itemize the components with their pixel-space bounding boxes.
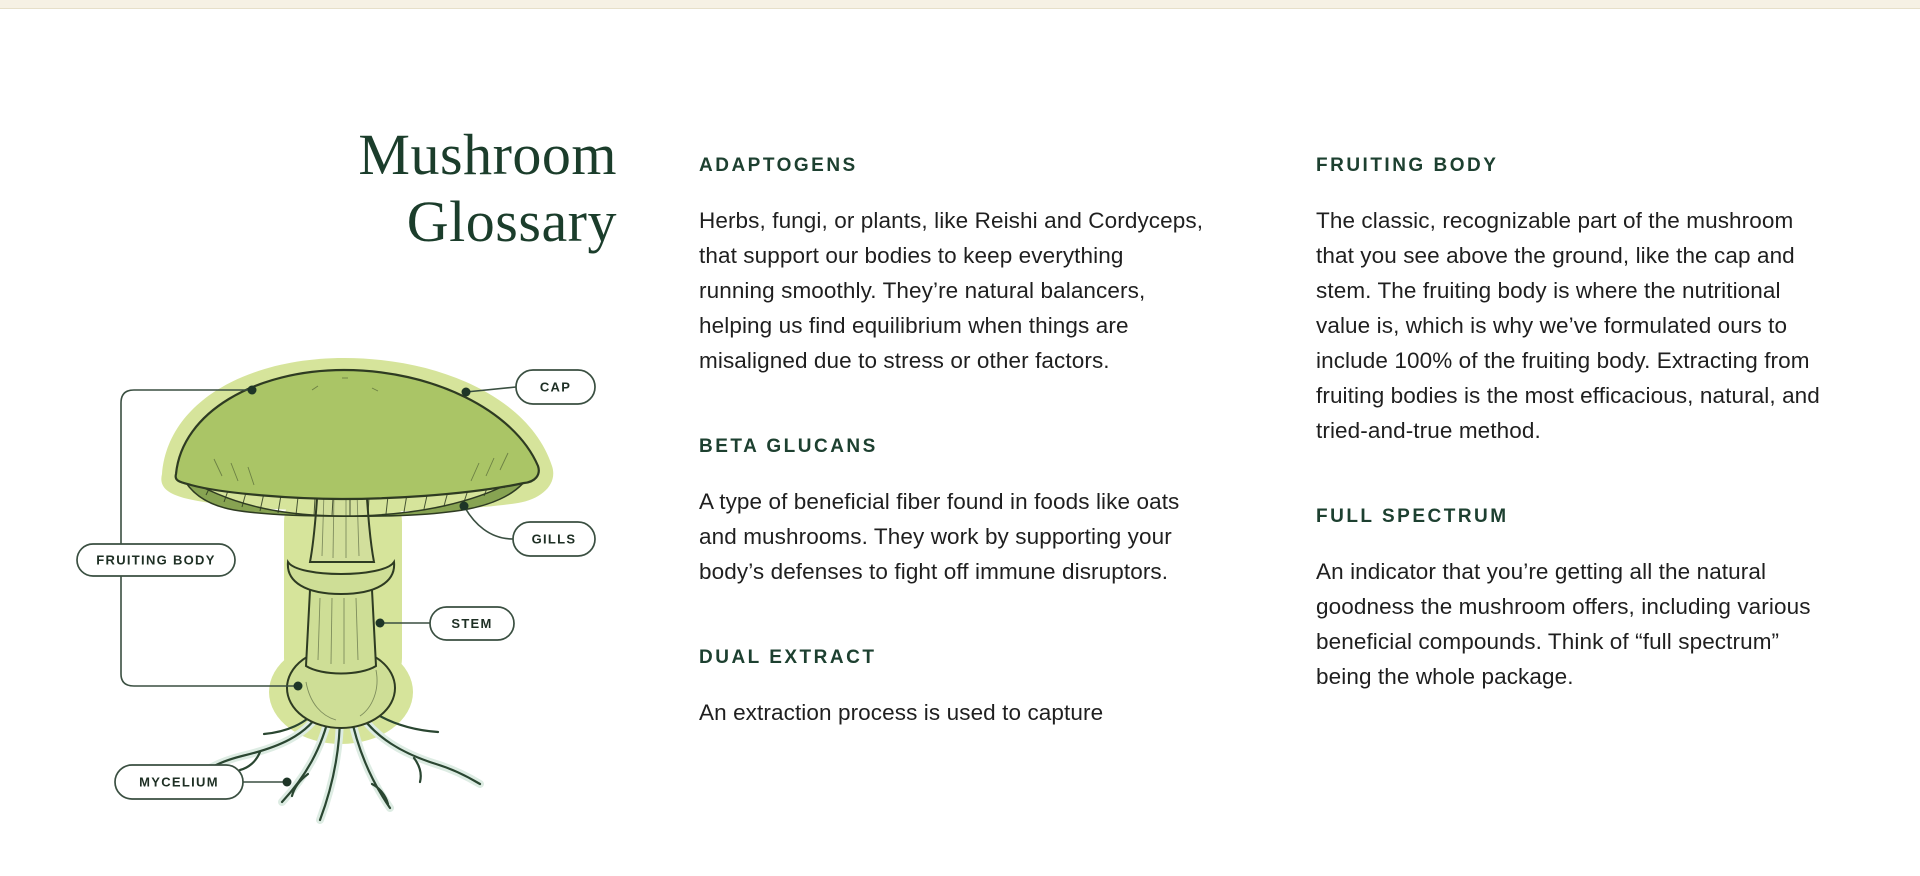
glossary-definition: Herbs, fungi, or plants, like Reishi and Cordyceps, that support our bodies to keep everything running smoothly. They’re natural balancers, helping us find equilibrium when things are misaligned due to stress or other factors. xyxy=(699,207,1204,373)
cap-anchor-dot xyxy=(462,387,471,396)
label-text: MYCELIUM xyxy=(139,774,219,790)
diagram-label-gills xyxy=(513,522,595,556)
page-title-line1: Mushroom xyxy=(358,122,617,187)
page-title-line2: Glossary xyxy=(406,189,617,255)
fruiting-body-bottom-anchor-dot xyxy=(294,681,303,690)
label-text: STEM xyxy=(451,615,493,631)
page-title xyxy=(72,121,617,256)
diagram-label-fruiting-body xyxy=(77,544,235,576)
glossary-entry-adaptogens xyxy=(699,155,1204,378)
label-text: GILLS xyxy=(531,531,577,547)
diagram-label-cap xyxy=(516,370,595,404)
glossary-term: FRUITING BODY xyxy=(1316,155,1499,176)
glossary-term: BETA GLUCANS xyxy=(699,435,878,457)
glossary-entry-beta-glucans xyxy=(699,436,1204,589)
label-text: FRUITING BODY xyxy=(96,552,216,568)
glossary-definition: A type of beneficial fiber found in foods like oats and mushrooms. They work by supporting your body’s defenses to fight off immune disruptors. xyxy=(699,488,1180,584)
diagram-label-stem xyxy=(430,607,514,640)
mycelium-anchor-dot xyxy=(283,777,292,786)
glossary-column-1 xyxy=(699,9,1204,730)
label-text: CAP xyxy=(539,379,572,395)
glossary-entry-dual-extract xyxy=(699,647,1204,730)
gills-anchor-dot xyxy=(460,501,469,510)
glossary-definition: An indicator that you’re getting all the natural goodness the mushroom offers, including various beneficial compounds. Think of “full spectrum” being the whole package. xyxy=(1316,558,1811,689)
glossary-section xyxy=(0,9,1920,834)
glossary-definition: An extraction process is used to capture xyxy=(699,699,1104,725)
glossary-entry-fruiting-body xyxy=(1316,155,1828,448)
diagram-label-mycelium xyxy=(115,765,243,799)
left-column xyxy=(72,9,617,834)
glossary-definition: The classic, recognizable part of the mushroom that you see above the ground, like the cap and stem. The fruiting body is where the nutritional value is, which is why we’ve formulated ours to include 100% of the fruiting body. Extracting from fruiting bodies is the most efficacious, natural, and tried-and-true method. xyxy=(1316,207,1820,443)
fruiting-body-top-anchor-dot xyxy=(248,385,257,394)
glossary-term: FULL SPECTRUM xyxy=(1316,505,1509,527)
glossary-column-2 xyxy=(1316,9,1828,694)
glossary-term: ADAPTOGENS xyxy=(699,155,858,176)
mushroom-diagram xyxy=(72,356,617,834)
glossary-entry-full-spectrum xyxy=(1316,506,1828,694)
glossary-term: DUAL EXTRACT xyxy=(699,646,877,668)
top-strip xyxy=(0,0,1920,9)
stem-anchor-dot xyxy=(376,618,385,627)
